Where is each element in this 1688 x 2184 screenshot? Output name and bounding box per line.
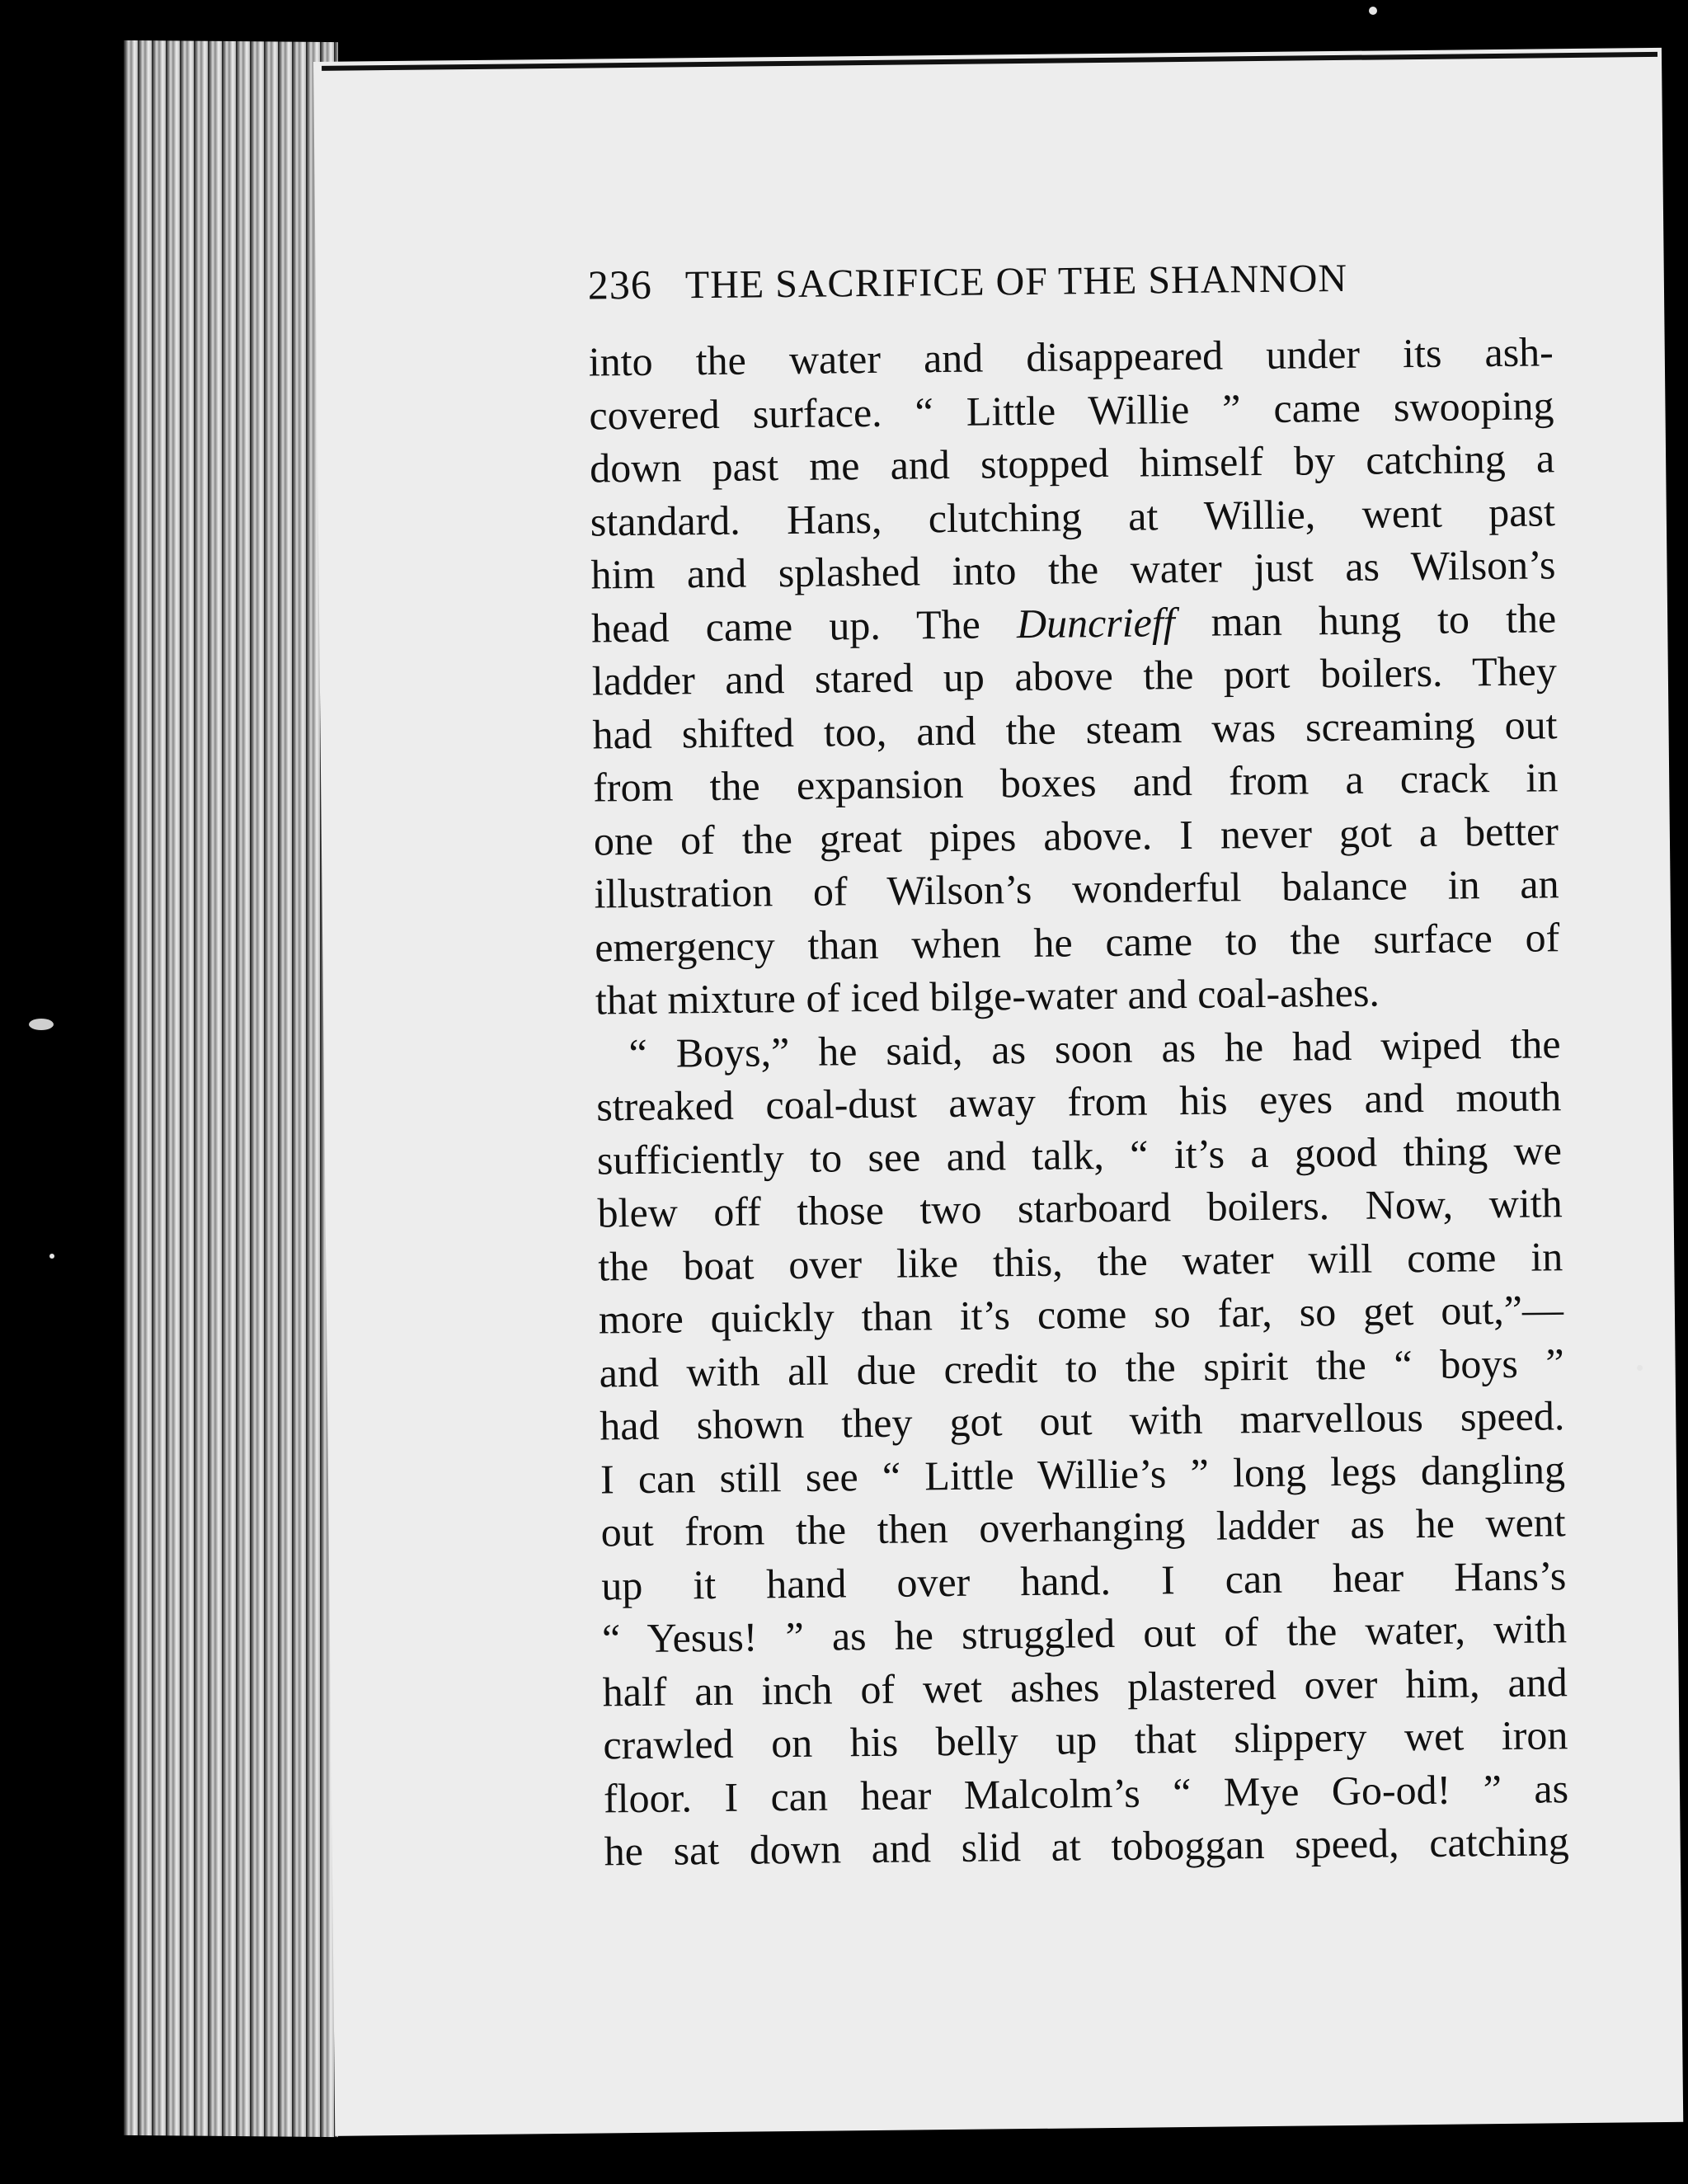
text-line: I can still see “ Little Willie’s ” long legs dangling (599, 1445, 1566, 1502)
text-line: ladder and stared up above the port boilers. They (591, 647, 1558, 704)
page-number: 236 (587, 261, 653, 308)
text-line: covered surface. “ Little Willie ” came swooping (589, 381, 1554, 439)
book-page-edges (124, 40, 338, 2137)
text-line: and with all due credit to the spirit the “ boys ” (599, 1339, 1564, 1396)
text-line: more quickly than it’s come so far, so get out,”— (598, 1286, 1564, 1343)
italic-ship-name: Duncrieff (1016, 598, 1175, 647)
text-line: blew off those two starboard boilers. Now, with (597, 1179, 1563, 1236)
text-line: half an inch of wet ashes plastered over him, and (602, 1658, 1568, 1715)
text-line: floor. I can hear Malcolm’s “ Mye Go-od! ” as (603, 1764, 1569, 1821)
text-line: out from the then overhanging ladder as he went (600, 1499, 1566, 1556)
text-segment: man hung to the (1174, 594, 1557, 645)
text-line: illustration of Wilson’s wonderful balance in an (594, 860, 1559, 917)
text-segment: head came up. The (590, 600, 1018, 652)
text-line: that mixture of iced bilge-water and coal-ashes. (595, 968, 1380, 1024)
scan-speck (29, 1019, 54, 1030)
text-line: crawled on his belly up that slippery wet iron (603, 1711, 1568, 1768)
text-line: had shifted too, and the steam was screaming out (592, 700, 1558, 757)
body-text (588, 325, 1569, 1878)
text-line: him and splashed into the water just as Wilson’s (590, 541, 1556, 598)
text-line: streaked coal-dust away from his eyes and mouth (595, 1073, 1562, 1130)
text-line: emergency than when he came to the surface of (594, 913, 1560, 970)
text-line: one of the great pipes above. I never got a better (593, 807, 1559, 864)
text-line: he sat down and slid at toboggan speed, catching (604, 1818, 1569, 1875)
scan-speck (1637, 1365, 1643, 1371)
text-line: standard. Hans, clutching at Willie, went past (590, 487, 1556, 545)
text-line: the boat over like this, the water will come in (598, 1232, 1563, 1289)
running-head (588, 251, 1537, 308)
text-line: into the water and disappeared under its ash- (588, 328, 1554, 385)
text-line-with-italic (591, 591, 1557, 655)
text-line: sufficiently to see and talk, “ it’s a good thing we (596, 1126, 1563, 1183)
scan-speck (1369, 7, 1377, 15)
text-line: “ Boys,” he said, as soon as he had wiped the (628, 1019, 1561, 1076)
scan-speck (49, 1254, 54, 1259)
text-line: from the expansion boxes and from a crack in (592, 754, 1559, 811)
text-line: up it hand over hand. I can hear Hans’s (601, 1551, 1567, 1608)
book-page (313, 48, 1683, 2136)
text-line: down past me and stopped himself by catching a (589, 435, 1555, 492)
text-line: “ Yesus! ” as he struggled out of the water, with (601, 1605, 1568, 1662)
top-rule (322, 52, 1657, 71)
running-title: THE SACRIFICE OF THE SHANNON (684, 256, 1348, 308)
text-line: had shown they got out with marvellous speed. (599, 1392, 1565, 1449)
